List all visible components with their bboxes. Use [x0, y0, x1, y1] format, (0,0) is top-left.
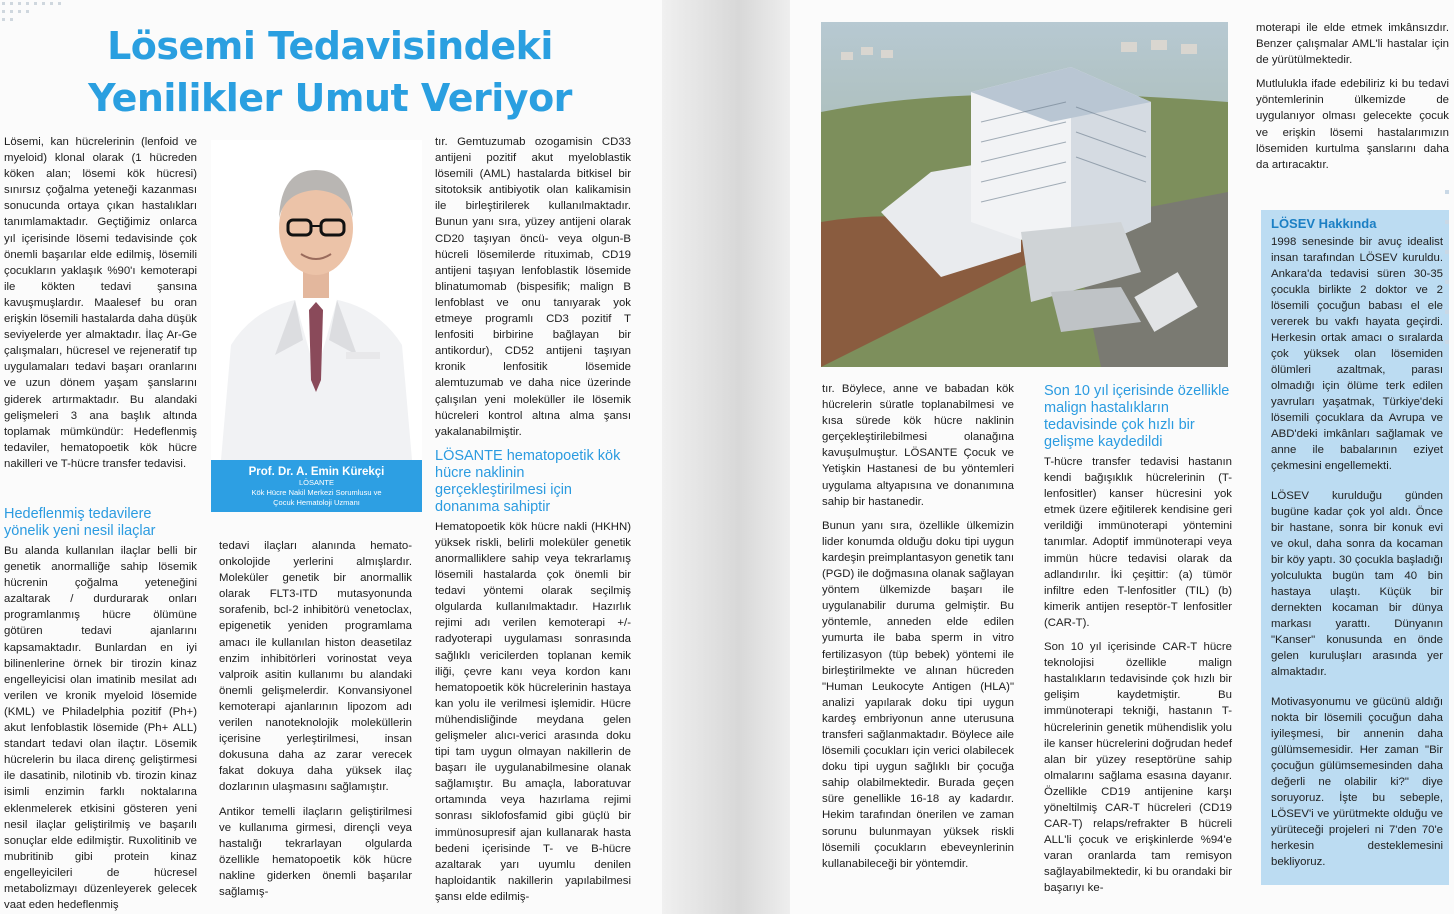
- infobox-paragraph-3: Motivasyonumu ve gücünü aldığı nokta bir lösemili çocuğun daha iyileşmesi, bir annenin daha gülümsemesidir. Her zaman "Bir çocuğun gülümsemesinden daha değerli ne olabilir ki?" diye soruyoruz. İşte bu sebeple, LÖSEV'i ve yürütmekte olduğu ve yürüteceği projeleri ni 7'den 70'e herkesin desteklemesini bekliyoruz.: [1271, 696, 1443, 868]
- col5-paragraph-2: Son 10 yıl içerisinde CAR-T hücre teknolojisi özellikle malign hastalıkların tedavisinde çok hızlı bir gelişim kaydetmiştir. Bu immünoterapi tekniği, hastanın T-hücrelerinin genetik mühendislik yolu ile kanser hücrelerini doğrudan hedef alan bir yüzey reseptörüne sahip olmalarını sağlama esasına dayanır. Özellikle CD19 antijenine karşı yöneltilmiş CAR-T hücreleri (CD19 CAR-T) relaps/refrakter B hücreli ALL'li çocuk ve erişkinlerde %94'e varan oranlarda tam remisyon sağlayabilmektedir, ki bu orandaki bir başarıyı ke-: [1044, 641, 1232, 895]
- caption-role-1: Kök Hücre Nakil Merkezi Sorumlusu ve: [251, 488, 382, 497]
- right-page: [790, 0, 1454, 914]
- author-photo: [211, 140, 422, 460]
- article-title: Lösemi Tedavisindeki Yenilikler Umut Veriyor: [88, 24, 572, 120]
- infobox-paragraph-1: 1998 senesinde bir avuç idealist insan tarafından LÖSEV kuruldu. Ankara'da tedavisi süren 30-35 çocukla birlikte 2 doktor ve 2 lösemili çocuğun babası el ele vererek bu vakfı hayata geçirdi. Herkesin ortak amacı o sıralarda çok yüksek olan lösemiden ölümleri azaltmak, parası olmadığı için ölüme terk edilen yavruları yaşatmak, Türkiye'deki lösemili çocuklara da Avrupa ve ABD'deki imkânları sağlamak ve anne ile babalarının eziyet çekmesini engellemekti.: [1271, 236, 1443, 472]
- column-2: [219, 538, 412, 908]
- column-4: [822, 381, 1014, 880]
- column-1: [4, 134, 197, 480]
- left-page: [0, 0, 662, 914]
- infobox-title: LÖSEV Hakkında: [1271, 216, 1377, 231]
- hospital-building-photo: [821, 22, 1228, 367]
- col2-paragraph-1: tedavi ilaçları alanında hemato-onkolojide yerlerini almışlardır. Moleküler genetik bir anormallik olarak FLT3-ITD mutasyonunda sorafenib, bcl-2 inhibitörü venetoclax, epigenetik yeniden programlama amacı ile kullanılan histon deasetilaz enzim inhibitörleri vorinostat veya valproik asitin kullanımı bu alandaki önemli gelişmelerdir. Konvansiyonel kemoterapi ajanlarının lipozom adı verilen nanoteknolojik moleküllerin içerisine yerleştirilmesi, insan dokusuna daha az zarar verecek fakat dokuya daha yüksek ilaç dozlarının ulaşmasını sağlamıştır.: [219, 540, 412, 794]
- column-1-lower: [4, 498, 197, 914]
- infobox-text: [1271, 234, 1443, 884]
- intro-paragraph: Lösemi, kan hücrelerinin (lenfoid ve myeloid) klonal olarak (1 hücreden köken alan; lösemi kök hücresi) sınırsız çoğalma yeteneği kazanması sonucunda ortaya çıkan hastalıkları tanımlamaktadır. Geçtiğimiz onlarca yıl içerisinde lösemi tedavisinde çok önemli başarılar elde edilmiş, lösemili çocukların yaklaşık %90'ı kemoterapi ile kökten tedavi şansına kavuşmuşlardır. Maalesef bu oran erişkin lösemili hastalarda daha düşük seviyelerde yer almaktadır. İlaç Ar-Ge çalışmaları, hücresel ve rejeneratif tıp uygulamaları tedavi başarı oranlarını ve uzun dönem yaşam şanslarını giderek artırmaktadır. Bu alandaki gelişmeleri 3 ana başlık altında toplamak mümkündür: Hedeflenmiş tedaviler, hematopoetik kök hücre nakilleri ve T-hücre transfer tedavisi.: [4, 136, 197, 470]
- column-6: [1256, 20, 1449, 181]
- col5-paragraph-1: T-hücre transfer tedavisi hastanın kendi bağışıklık hücrelerinin (T-lenfositler) kanser hücresini yok etmek üzere eğitilerek kendisine geri verildiği immünoterapi yöntemini tanımlar. Adoptif immünoterapi veya immün hücre tedavisi olarak da adlandırılır. İki çeşittir: (a) tümör infiltre eden T-lenfositler (TIL) (b) kimerik antijen reseptör-T lenfositler (CAR-T).: [1044, 456, 1232, 629]
- col2-paragraph-2: Antikor temelli ilaçların geliştirilmesi ve kullanıma girmesi, dirençli veya hastalığı tekrarlayan olgularda özellikle hematopoetik kök hücre nakline giderken önemli başarılar sağlamış-: [219, 805, 412, 898]
- col6-paragraph-2: Mutlulukla ifade edebiliriz ki bu tedavi yöntemlerinin ülkemizde de uygulanıyor olması gelecekte çocuk ve erişkin lösemi hastalarımızın lösemiden kurtulma şanslarını daha da artıracaktır.: [1256, 78, 1449, 171]
- subheading-targeted: Hedeflenmiş tedavilere yönelik yeni nesil ilaçlar: [4, 506, 156, 539]
- caption-name: Prof. Dr. A. Emin Kürekçi: [248, 466, 385, 478]
- subheading-losante: LÖSANTE hematopoetik kök hücre naklinin gerçekleştirilmesi için donanıma sahiptir: [435, 447, 621, 515]
- column-5: [1044, 381, 1232, 905]
- col3-paragraph-2: Hematopoetik kök hücre nakli (HKHN) yüksek riskli, belirli moleküler genetik anormalliklere sahip veya tekrarlamış lösemili hastalarda çok önemli bir tedavi yöntemi olarak seçilmiş olgularda kullanılmaktadır. Hazırlık rejimi adı verilen kemoterapi +/- radyoterapi uygulaması sonrasında sağlıklı vericilerden toplanan kemik iliği, çevre kanı veya kordon kanı hematopoetik kök hücrelerinin hastaya kan yolu ile verilmesi işlemidir. Hücre mühendisliğinde meydana gelen gelişmeler alıcı-verici arasında doku tipi tam uygun olmayan nakillerin de başarı ile uygulanabilmesine olanak sağlamıştır. Bu amaçla, laboratuvar ortamında veya hazırlama rejimi sonrası siklofosfamid gibi güçlü bir immünosupresif ajan kullanarak hasta bedeni içerisinde T- ve B-hücre azaltarak yarı uyumlu denilen haploidantik nakillerin yapılabilmesi şansı elde edilmiş-: [435, 520, 631, 903]
- caption-org: LÖSANTE: [298, 478, 334, 487]
- page-gutter: [662, 0, 790, 914]
- photo-caption: [211, 460, 422, 512]
- col6-paragraph-1: moterapi ile elde etmek imkânsızdır. Benzer çalışmalar AML'li hastalar için de yürütülmektedir.: [1256, 22, 1449, 67]
- losev-info-box: [1261, 210, 1449, 885]
- infobox-paragraph-2: LÖSEV kurulduğu günden bugüne kadar çok yol aldı. Önce bir hastane, sonra bir konuk evi ve okul, daha sonra da kocaman bir köy yaptı. 30 çocukla başladığı yolculukta bugün tam 40 bin hastaya ulaştı. Küçük bir dernekten kocaman bir dünya markası yarattı. Dünyanın "Kanser" konusunda en önde gelen kuruluşları arasında yer almaktadır.: [1271, 490, 1443, 678]
- col4-paragraph-1: tır. Böylece, anne ve babadan kök hücrelerin süratle toplanabilmesi ve kısa sürede kök hücre naklinin gerçekleştirilebilmesi olanağına kavuşulmuştur. LÖSANTE Çocuk ve Yetişkin Hastanesi de bu yöntemleri uygulama altyapısına ve donanımına sahip bir hastanedir.: [822, 383, 1014, 508]
- dot-pattern-decoration-right: [1442, 180, 1454, 900]
- caption-role-2: Çocuk Hematoloji Uzmanı: [273, 498, 360, 507]
- subheading-cart: Son 10 yıl içerisinde özellikle malign hastalıkların tedavisinde çok hızlı bir gelişme kaydedildi: [1044, 383, 1230, 450]
- col3-paragraph-1: tır. Gemtuzumab ozogamisin CD33 antijeni pozitif akut myeloblastik lösemili (AML) hastalarda bitkisel bir sitotoksik antibiyotik olan kalikamisin ile birleştirilerek kullanılmaktadır. Bunun yanı sıra, yüzey antijeni olarak CD20 taşıyan öncü- veya olgun-B hücreli lösemilerde rituximab, CD19 antijeni taşıyan lenfoblastik lösemide blinatumomab (bispesifik; malign B lenfoblast ve onu tanıyarak yok etmeye programlı CD3 pozitif T lenfositi birbirine bağlayan bir antikordur), CD52 antijeni taşıyan kronik lenfositik lösemide alemtuzumab ve daha nice üzerinde çalışılan yeni moleküller ile lösemik hücreleri kontrol altına alma şansı yakalanabilmiştir.: [435, 136, 631, 438]
- targeted-paragraph: Bu alanda kullanılan ilaçlar belli bir genetik anormalliğe sahip lösemik hücrenin çoğalma yeteneğini azaltarak / durdurarak onları programlanmış hücre ölümüne götüren tedavi ajanlarını kapsamaktadır. Bunlardan en iyi bilinenlerine örnek bir tirozin kinaz engelleyicisi olan imatinib mesilat adı verilen ve kronik myeloid lösemide (KML) ve Philadelphia pozitif (Ph+) akut lenfoblastik lösemide (Ph+ ALL) standart tedavi olan ilaçtır. Lösemik hücrelerin bu ilaca direnç geliştirmesi ile dasatinib, nilotinib vb. tirozin kinaz isimli enzimin farklı noktalarına eklenmelerek etkisini gösteren yeni nesil ilaçlar geliştirilmiş ve başarılı sonuçlar elde edilmiştir. Ruxolitinib ve mubritinib gibi protein kinaz engelleyicileri de hücresel metabolizmayı düzenleyerek gelecek vaat eden hedeflenmiş: [4, 545, 197, 912]
- col4-paragraph-2: Bunun yanı sıra, özellikle ülkemizin lider konumda olduğu doku tipi uygun kardeşin preimplantasyon genetik tanı (PGD) ile doğmasına olanak sağlayan yöntem ülkemizde başarı ile uygulanabilir duruma gelmiştir. Bu yöntemle, anneden elde edilen yumurta ile baba sperm in vitro fertilizasyon (tüp bebek) yöntemi ile birleştirilmekte ve alınan hücreden "Human Leukocyte Antigen (HLA)" analizi yapılarak doku tipi uygun kardeş embriyonun anne uterusuna transferi sağlanmaktadır. Böylece aile lösemili çocukları için verici olabilecek doku tipi uygun sağlıklı bir çocuğa sahip olabilmektedir. Burada geçen süre genellikle 16-18 ay kadardır. Hekim tarafından önerilen ve zaman sorunu bulunmayan yüksek riskli lösemili çocukların ebeveynlerinin kullanabileceği bir yöntemdir.: [822, 519, 1014, 870]
- column-3: [435, 134, 631, 913]
